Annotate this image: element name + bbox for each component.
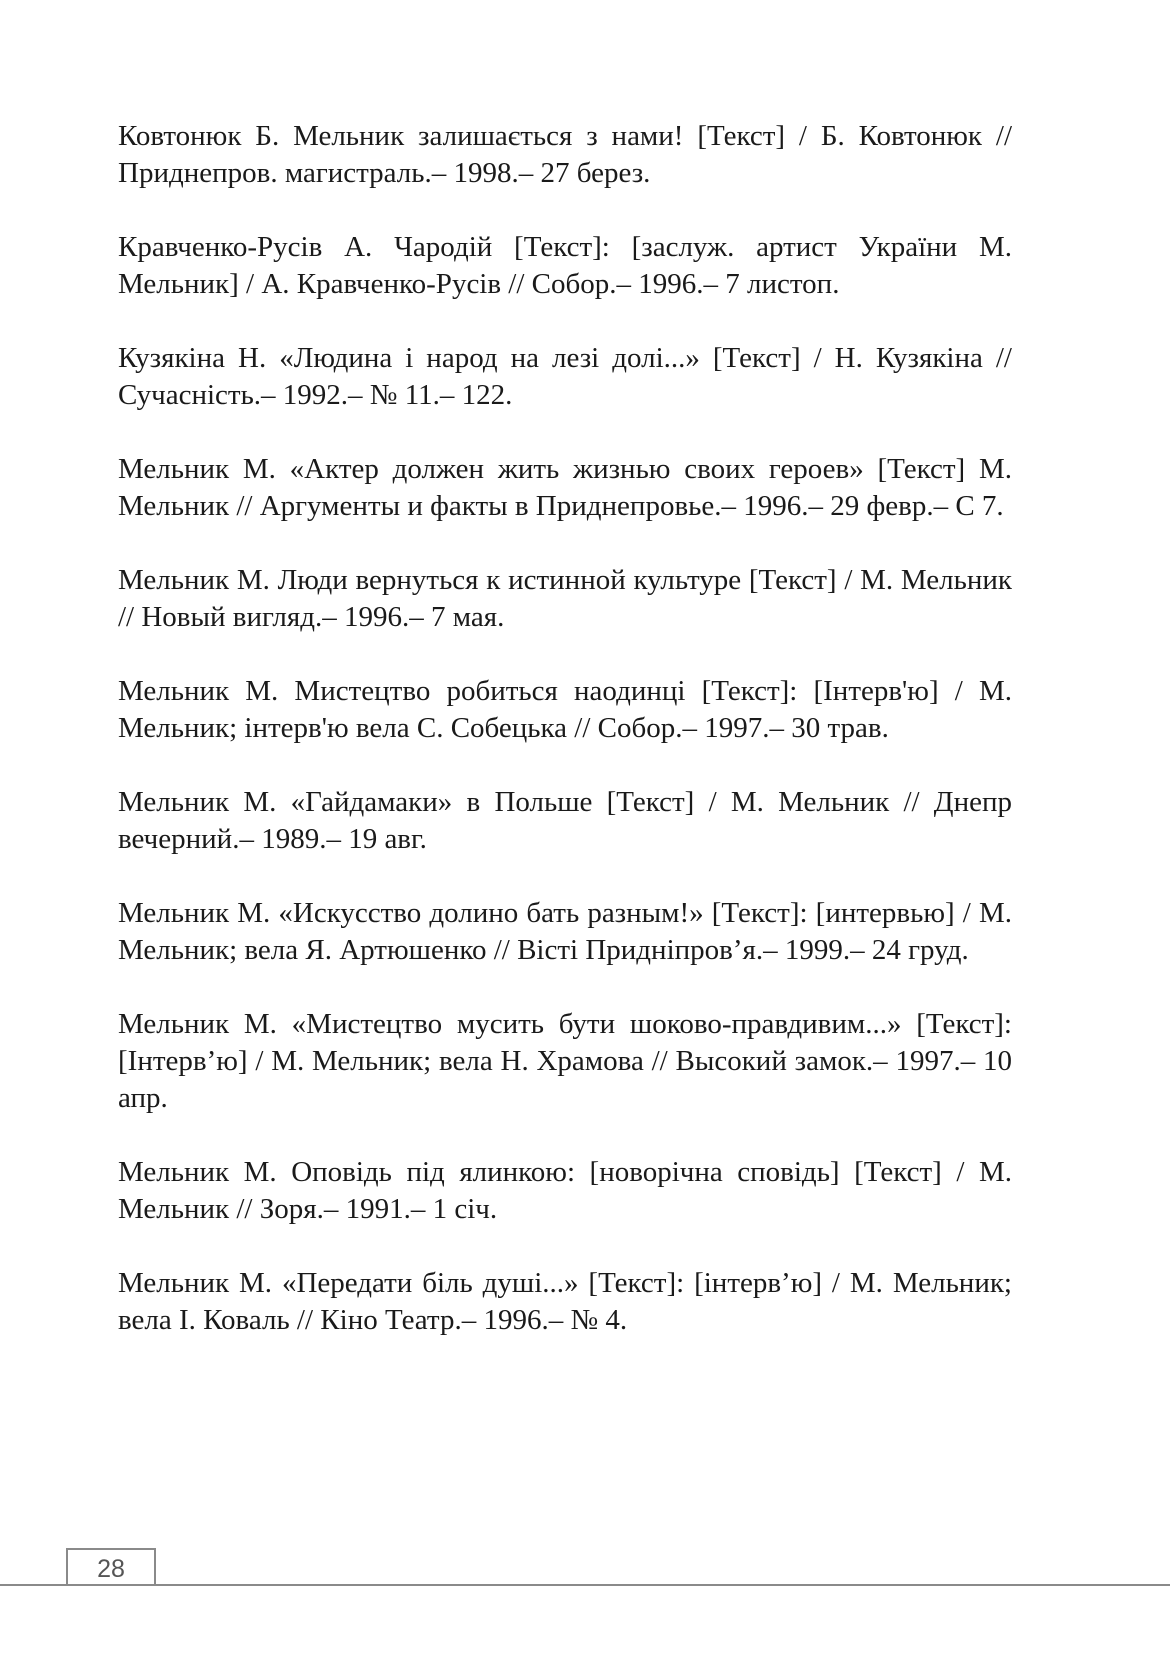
page-footer	[0, 1548, 1170, 1588]
bibliography-entry: Ковтонюк Б. Мельник залишається з нами! [Текст] / Б. Ковтонюк // Приднепров. магистраль.– 1998.– 27 берез.	[118, 120, 1012, 189]
bibliography-entry: Мельник М. «Гайдамаки» в Польше [Текст] / М. Мельник // Днепр вечерний.– 1989.– 19 авг.	[118, 786, 1012, 855]
bibliography-entry: Мельник М. «Мистецтво мусить бути шоково-правдивим...» [Текст]: [Інтерв’ю] / М. Мельник; вела Н. Храмова // Высокий замок.– 1997.– 10 апр.	[118, 1008, 1012, 1114]
bibliography-entry: Кузякіна Н. «Людина і народ на лезі долі...» [Текст] / Н. Кузякіна // Сучасність.– 1992.– № 11.– 122.	[118, 342, 1012, 411]
bibliography-entry: Мельник М. Люди вернуться к истинной культуре [Текст] / М. Мельник // Новый вигляд.– 1996.– 7 мая.	[118, 564, 1012, 633]
page-number: 28	[66, 1548, 156, 1584]
bibliography-list	[118, 118, 1012, 1376]
bibliography-entry: Мельник М. «Актер должен жить жизнью своих героев» [Текст] М. Мельник // Аргументы и факты в Приднепровье.– 1996.– 29 февр.– С 7.	[118, 453, 1012, 522]
footer-divider	[0, 1584, 1170, 1586]
bibliography-entry: Мельник М. «Искусство долино бать разным!» [Текст]: [интервью] / М. Мельник; вела Я. Артюшенко // Вісті Придніпров’я.– 1999.– 24 груд.	[118, 897, 1012, 966]
bibliography-entry: Кравченко-Русів А. Чародій [Текст]: [заслуж. артист України М. Мельник] / А. Кравченко-Русів // Собор.– 1996.– 7 листоп.	[118, 231, 1012, 300]
bibliography-entry: Мельник М. Оповідь під ялинкою: [новорічна сповідь] [Текст] / М. Мельник // Зоря.– 1991.– 1 січ.	[118, 1156, 1012, 1225]
bibliography-entry: Мельник М. Мистецтво робиться наодинці [Текст]: [Інтерв'ю] / М. Мельник; інтерв'ю вела С. Собецька // Собор.– 1997.– 30 трав.	[118, 675, 1012, 744]
bibliography-entry: Мельник М. «Передати біль душі...» [Текст]: [інтерв’ю] / М. Мельник; вела І. Коваль // Кіно Театр.– 1996.– № 4.	[118, 1267, 1012, 1336]
